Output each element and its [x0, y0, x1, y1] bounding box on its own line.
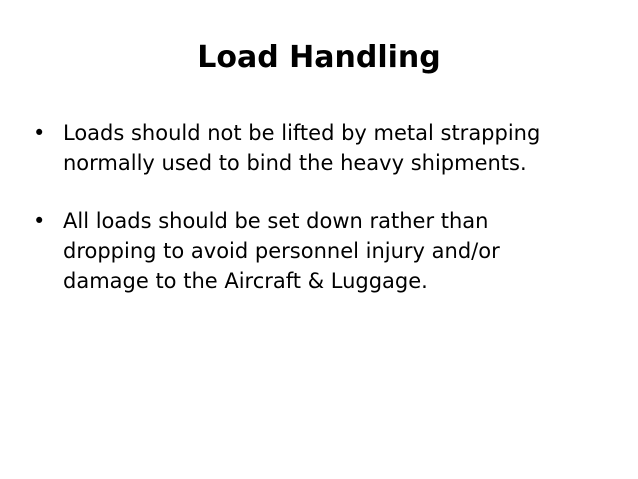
bullet-item: [33, 206, 613, 296]
slide-title: Load Handling: [197, 40, 441, 75]
bullet-item: [33, 118, 613, 178]
bullet-marker: •: [33, 121, 46, 145]
bullet-line: normally used to bind the heavy shipments.: [63, 151, 527, 175]
bullet-list: [33, 118, 613, 324]
bullet-line: dropping to avoid personnel injury and/or: [63, 239, 500, 263]
bullet-marker: •: [33, 209, 46, 233]
bullet-line: damage to the Aircraft & Luggage.: [63, 269, 428, 293]
bullet-line: Loads should not be lifted by metal strapping: [63, 121, 541, 145]
bullet-line: All loads should be set down rather than: [63, 209, 489, 233]
